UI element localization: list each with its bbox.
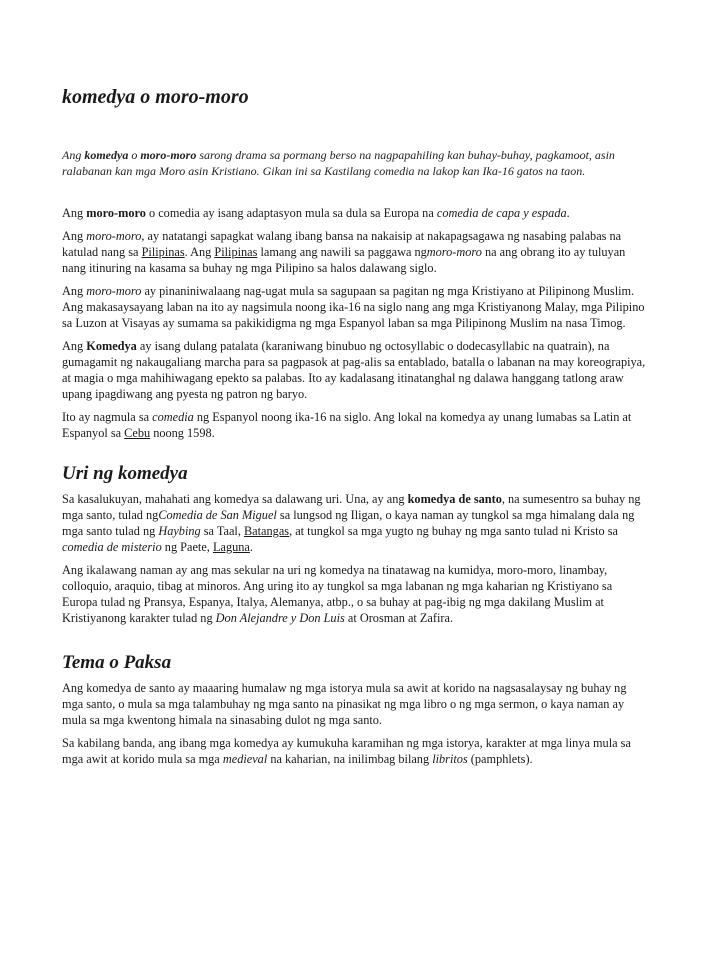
text: o xyxy=(128,148,141,162)
text: o comedia ay isang adaptasyon mula sa dula sa Europa na xyxy=(145,206,437,220)
article-title: komedya o moro-moro xyxy=(62,86,249,108)
text: (pamphlets). xyxy=(467,752,533,766)
paragraph-3 xyxy=(62,283,650,331)
text: . Ang xyxy=(184,245,215,259)
link-laguna[interactable]: Laguna xyxy=(212,540,250,554)
text: Ang xyxy=(62,229,87,243)
paragraph-9 xyxy=(62,735,650,767)
italic-term: comedia de capa y espada xyxy=(436,206,567,220)
bold-term: komedya xyxy=(84,148,129,162)
link-cebu[interactable]: Cebu xyxy=(124,426,151,440)
bold-term: moro-moro xyxy=(140,148,197,162)
italic-term: moro-moro xyxy=(86,284,142,298)
text: ay pinaniniwalaang nag-ugat mula sa sagupaan sa pagitan ng mga Kristiyano at Pilipinong Muslim. Ang makasaysayang laban na ito ay nagsimula noong ika-16 na siglo nang ang mga Kristiyanong Malay, mga Pilipino sa Luzon at Visayas ay sumama sa pakikidigma ng mga Espanyol laban sa mga Pilipinong Muslim na nasa Timog. xyxy=(62,284,645,330)
text: sa Taal, xyxy=(200,524,244,538)
text: Sa kasalukuyan, mahahati ang komedya sa dalawang uri. Una, ay ang xyxy=(62,492,408,506)
bold-term: komedya de santo xyxy=(407,492,502,506)
text: ng Paete, xyxy=(161,540,213,554)
text: Ang xyxy=(62,206,87,220)
link-batangas[interactable]: Batangas xyxy=(243,524,290,538)
paragraph-6 xyxy=(62,491,650,555)
text: ng Espanyol noong ika-16 na siglo. Ang lokal na komedya ay unang lumabas sa Latin at Espanyol sa xyxy=(62,410,632,440)
paragraph-7 xyxy=(62,562,650,626)
paragraph-8 xyxy=(62,680,650,728)
text: Ang xyxy=(62,148,85,162)
article-body xyxy=(62,86,650,774)
text: na ang obrang ito ay tuluyan nang itinuring na kasama sa buhay ng mga Pilipino sa halos dalawang siglo. xyxy=(62,245,626,275)
text: noong 1598. xyxy=(150,426,215,440)
lead-paragraph xyxy=(62,147,650,179)
text: , na sumesentro sa buhay ng mga santo, tulad ng xyxy=(62,492,641,522)
text: Ang xyxy=(62,339,87,353)
text: sarong drama sa pormang berso na nagpapahiling kan buhay-buhay, pagkamoot, asin ralabanan kan mga Moro asin Kristiano. Gikan ini sa Kastilang comedia na lakop kan Ika-16 gatos na taon. xyxy=(62,148,615,178)
italic-term: moro-moro, xyxy=(86,229,145,243)
italic-term: libritos xyxy=(432,752,468,766)
text: lamang ang nawili sa paggawa ng xyxy=(257,245,427,259)
text: ay natatangi sapagkat walang ibang bansa na nakaisip at nakapagsagawa ng nasabing palabas na katulad nang sa xyxy=(62,229,622,259)
italic-term: comedia xyxy=(152,410,194,424)
text: sa lungsod ng Iligan, o kaya naman ay tungkol sa mga himalang dala ng mga santo tulad ng xyxy=(62,508,635,538)
text: Ang xyxy=(62,284,87,298)
text: at Orosman at Zafira. xyxy=(344,611,454,625)
italic-term: Comedia de San Miguel xyxy=(158,508,277,522)
italic-term: comedia de misterio xyxy=(62,540,162,554)
paragraph-2 xyxy=(62,228,650,276)
text: na kaharian, na inilimbag bilang xyxy=(267,752,433,766)
text: Sa kabilang banda, ang ibang mga komedya ay kumukuha karamihan ng mga istorya, karakter at mga linya mula sa mga awit at korido mula sa mga xyxy=(62,736,631,766)
section-heading-tema: Tema o Paksa xyxy=(62,652,172,673)
link-pilipinas[interactable]: Pilipinas xyxy=(141,245,185,259)
paragraph-1 xyxy=(62,205,650,221)
italic-term: Don Alejandre y Don Luis xyxy=(215,611,345,625)
text: Ang komedya de santo ay maaaring humalaw ng mga istorya mula sa awit at korido na nagsasalaysay ng buhay ng mga santo, o mula sa mga talambuhay ng mga santo na pinasikat ng mga libro o ng mga sermon, o kaya naman ay mula sa mga kwentong himala na sinasabing dulot ng mga santo. xyxy=(62,681,627,727)
italic-term: moro-moro xyxy=(426,245,482,259)
text: . xyxy=(566,206,570,220)
italic-term: medieval xyxy=(222,752,268,766)
text: Ito ay nagmula sa xyxy=(62,410,153,424)
link-pilipinas[interactable]: Pilipinas xyxy=(214,245,258,259)
text: , at tungkol sa mga yugto ng buhay ng mga santo tulad ni Kristo sa xyxy=(289,524,618,538)
bold-term: Komedya xyxy=(86,339,137,353)
paragraph-4 xyxy=(62,338,650,402)
text: . xyxy=(249,540,253,554)
text: ay isang dulang patalata (karaniwang binubuo ng octosyllabic o dodecasyllabic na quatrain), na gumagamit ng nakaugaliang marcha para sa pagpasok at pag-alis sa entablado, batalla o labanan na may koreograpiya, at magia o mga mahihiwagang epekto sa palabas. Ito ay kadalasang itinatanghal ng dalawa hanggang tatlong araw upang ipagdiwang ang pyesta ng patron ng baryo. xyxy=(62,339,646,401)
text: Ang ikalawang naman ay ang mas sekular na uri ng komedya na tinatawag na kumidya, moro-moro, linambay, colloquio, araquio, tibag at minoros. Ang uring ito ay tungkol sa mga labanan ng mga kaharian ng Kristiyano sa Europa tulad ng Pransya, Espanya, Italya, Alemanya, atbp., o sa buhay at pag-ibig ng mga dakilang Muslim at Kristiyanong karakter tulad ng xyxy=(62,563,613,625)
section-heading-uri: Uri ng komedya xyxy=(62,463,188,484)
italic-term: Haybing xyxy=(158,524,201,538)
bold-term: moro-moro xyxy=(86,206,146,220)
paragraph-5 xyxy=(62,409,650,441)
